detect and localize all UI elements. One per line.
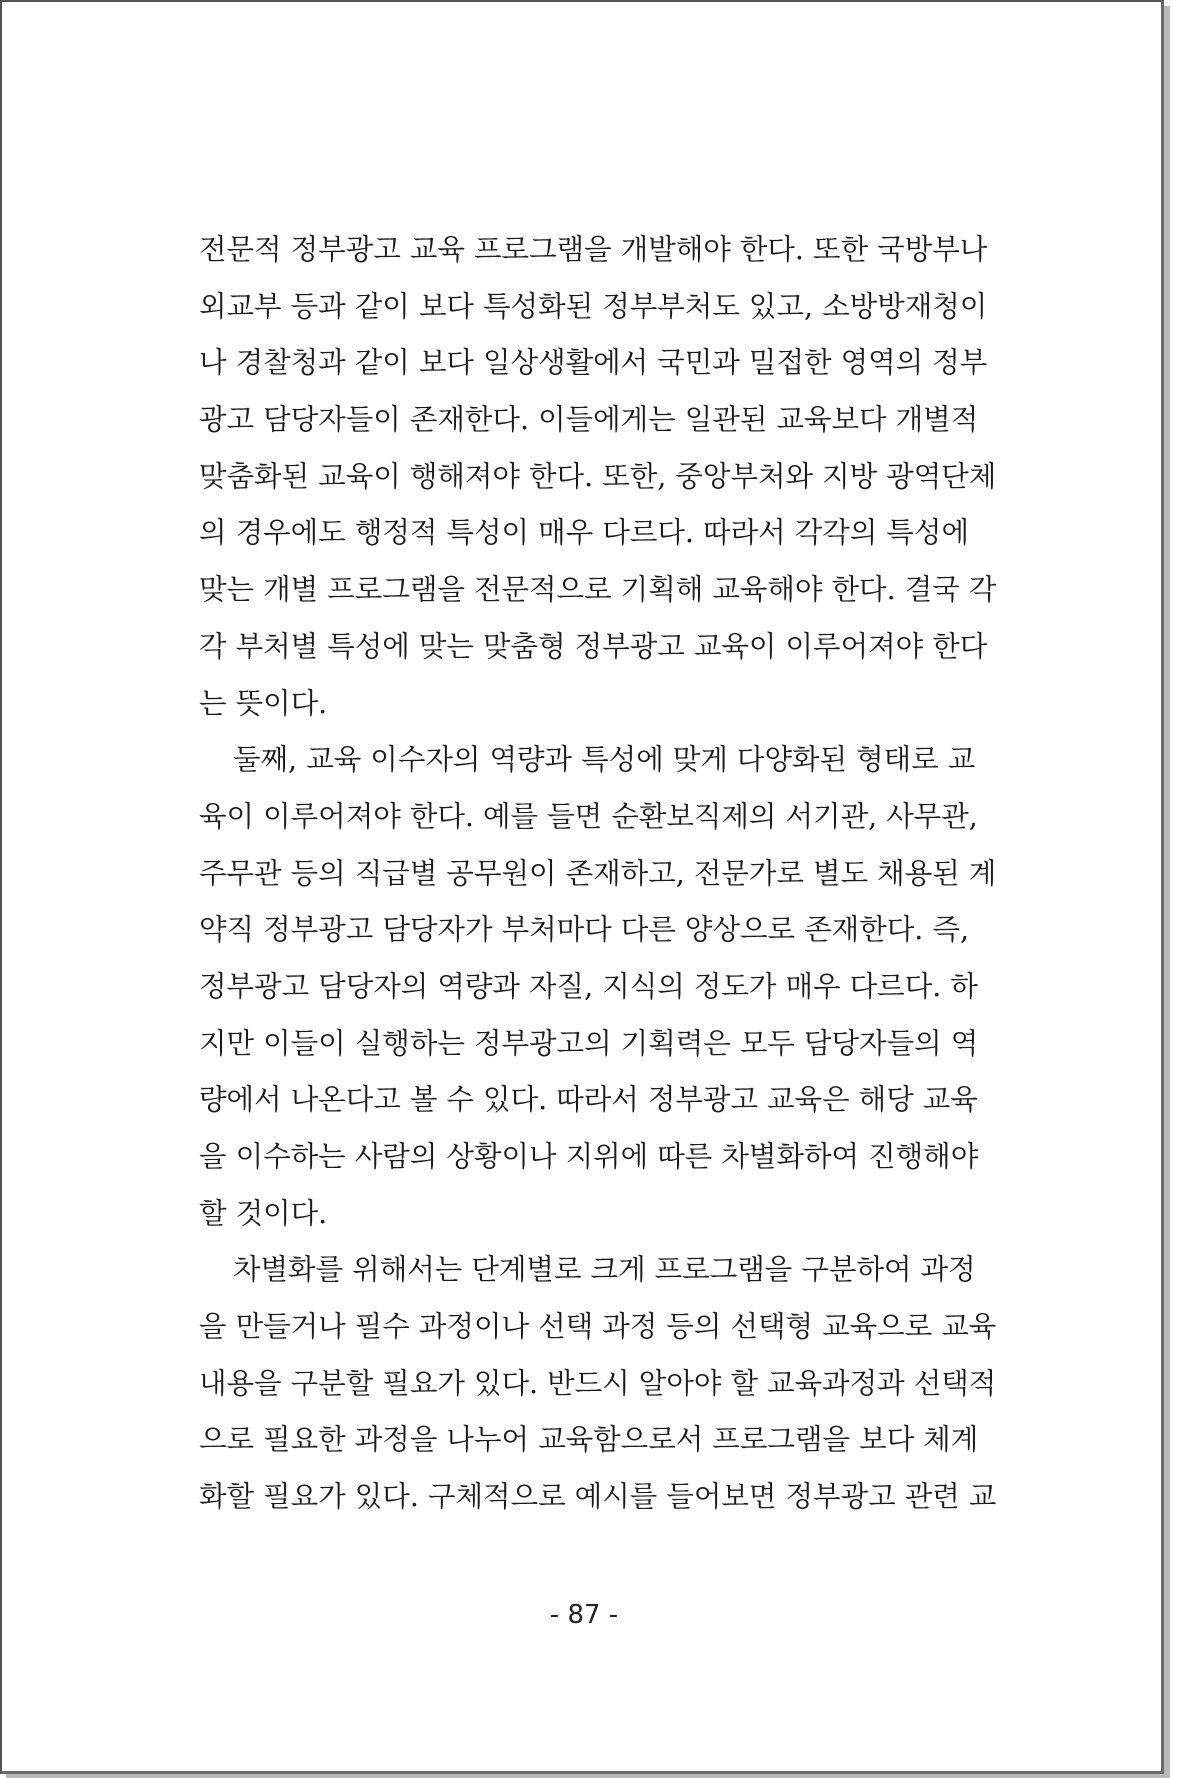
- text-line: 지만 이들이 실행하는 정부광고의 기획력은 모두 담당자들의 역: [199, 1026, 979, 1060]
- text-line: 주무관 등의 직급별 공무원이 존재하고, 전문가로 별도 채용된 계: [199, 856, 997, 890]
- text-line: 나 경찰청과 같이 보다 일상생활에서 국민과 밀접한 영역의 정부: [199, 346, 988, 380]
- text-line: 외교부 등과 같이 보다 특성화된 정부부처도 있고, 소방방재청이: [199, 289, 988, 323]
- paragraph-start-line: 둘째, 교육 이수자의 역량과 특성에 맞게 다양화된 형태로 교: [233, 743, 976, 777]
- text-line: 정부광고 담당자의 역량과 자질, 지식의 정도가 매우 다르다. 하: [199, 969, 978, 1003]
- text-line: 약직 정부광고 담당자가 부처마다 다른 양상으로 존재한다. 즉,: [199, 913, 969, 947]
- text-line: 맞춤화된 교육이 행해져야 한다. 또한, 중앙부처와 지방 광역단체: [199, 459, 997, 493]
- text-line: 량에서 나온다고 볼 수 있다. 따라서 정부광고 교육은 해당 교육: [199, 1083, 978, 1117]
- text-line: 광고 담당자들이 존재한다. 이들에게는 일관된 교육보다 개별적: [199, 403, 979, 437]
- text-line: 는 뜻이다.: [199, 686, 328, 720]
- text-line: 할 것이다.: [199, 1196, 328, 1230]
- paragraph-start-line: 차별화를 위해서는 단계별로 크게 프로그램을 구분하여 과정: [233, 1253, 976, 1287]
- body-text: [199, 222, 997, 1526]
- text-line: 화할 필요가 있다. 구체적으로 예시를 들어보면 정부광고 관련 교: [199, 1480, 997, 1514]
- text-line: 으로 필요한 과정을 나누어 교육함으로서 프로그램을 보다 체계: [199, 1423, 979, 1457]
- page-number: - 87 -: [549, 1600, 619, 1630]
- text-line: 맞는 개별 프로그램을 전문적으로 기획해 교육해야 한다. 결국 각: [199, 573, 997, 607]
- text-line: 을 이수하는 사람의 상황이나 지위에 따른 차별화하여 진행해야: [199, 1140, 979, 1173]
- text-line: 내용을 구분할 필요가 있다. 반드시 알아야 할 교육과정과 선택적: [199, 1366, 997, 1400]
- text-line: 육이 이루어져야 한다. 예를 들면 순환보직제의 서기관, 사무관,: [199, 799, 978, 833]
- text-line: 전문적 정부광고 교육 프로그램을 개발해야 한다. 또한 국방부나: [199, 233, 988, 266]
- text-line: 각 부처별 특성에 맞는 맞춤형 정부광고 교육이 이루어져야 한다: [199, 629, 988, 663]
- text-line: 을 만들거나 필수 과정이나 선택 과정 등의 선택형 교육으로 교육: [199, 1310, 997, 1344]
- text-line: 의 경우에도 행정적 특성이 매우 다르다. 따라서 각각의 특성에: [199, 516, 969, 550]
